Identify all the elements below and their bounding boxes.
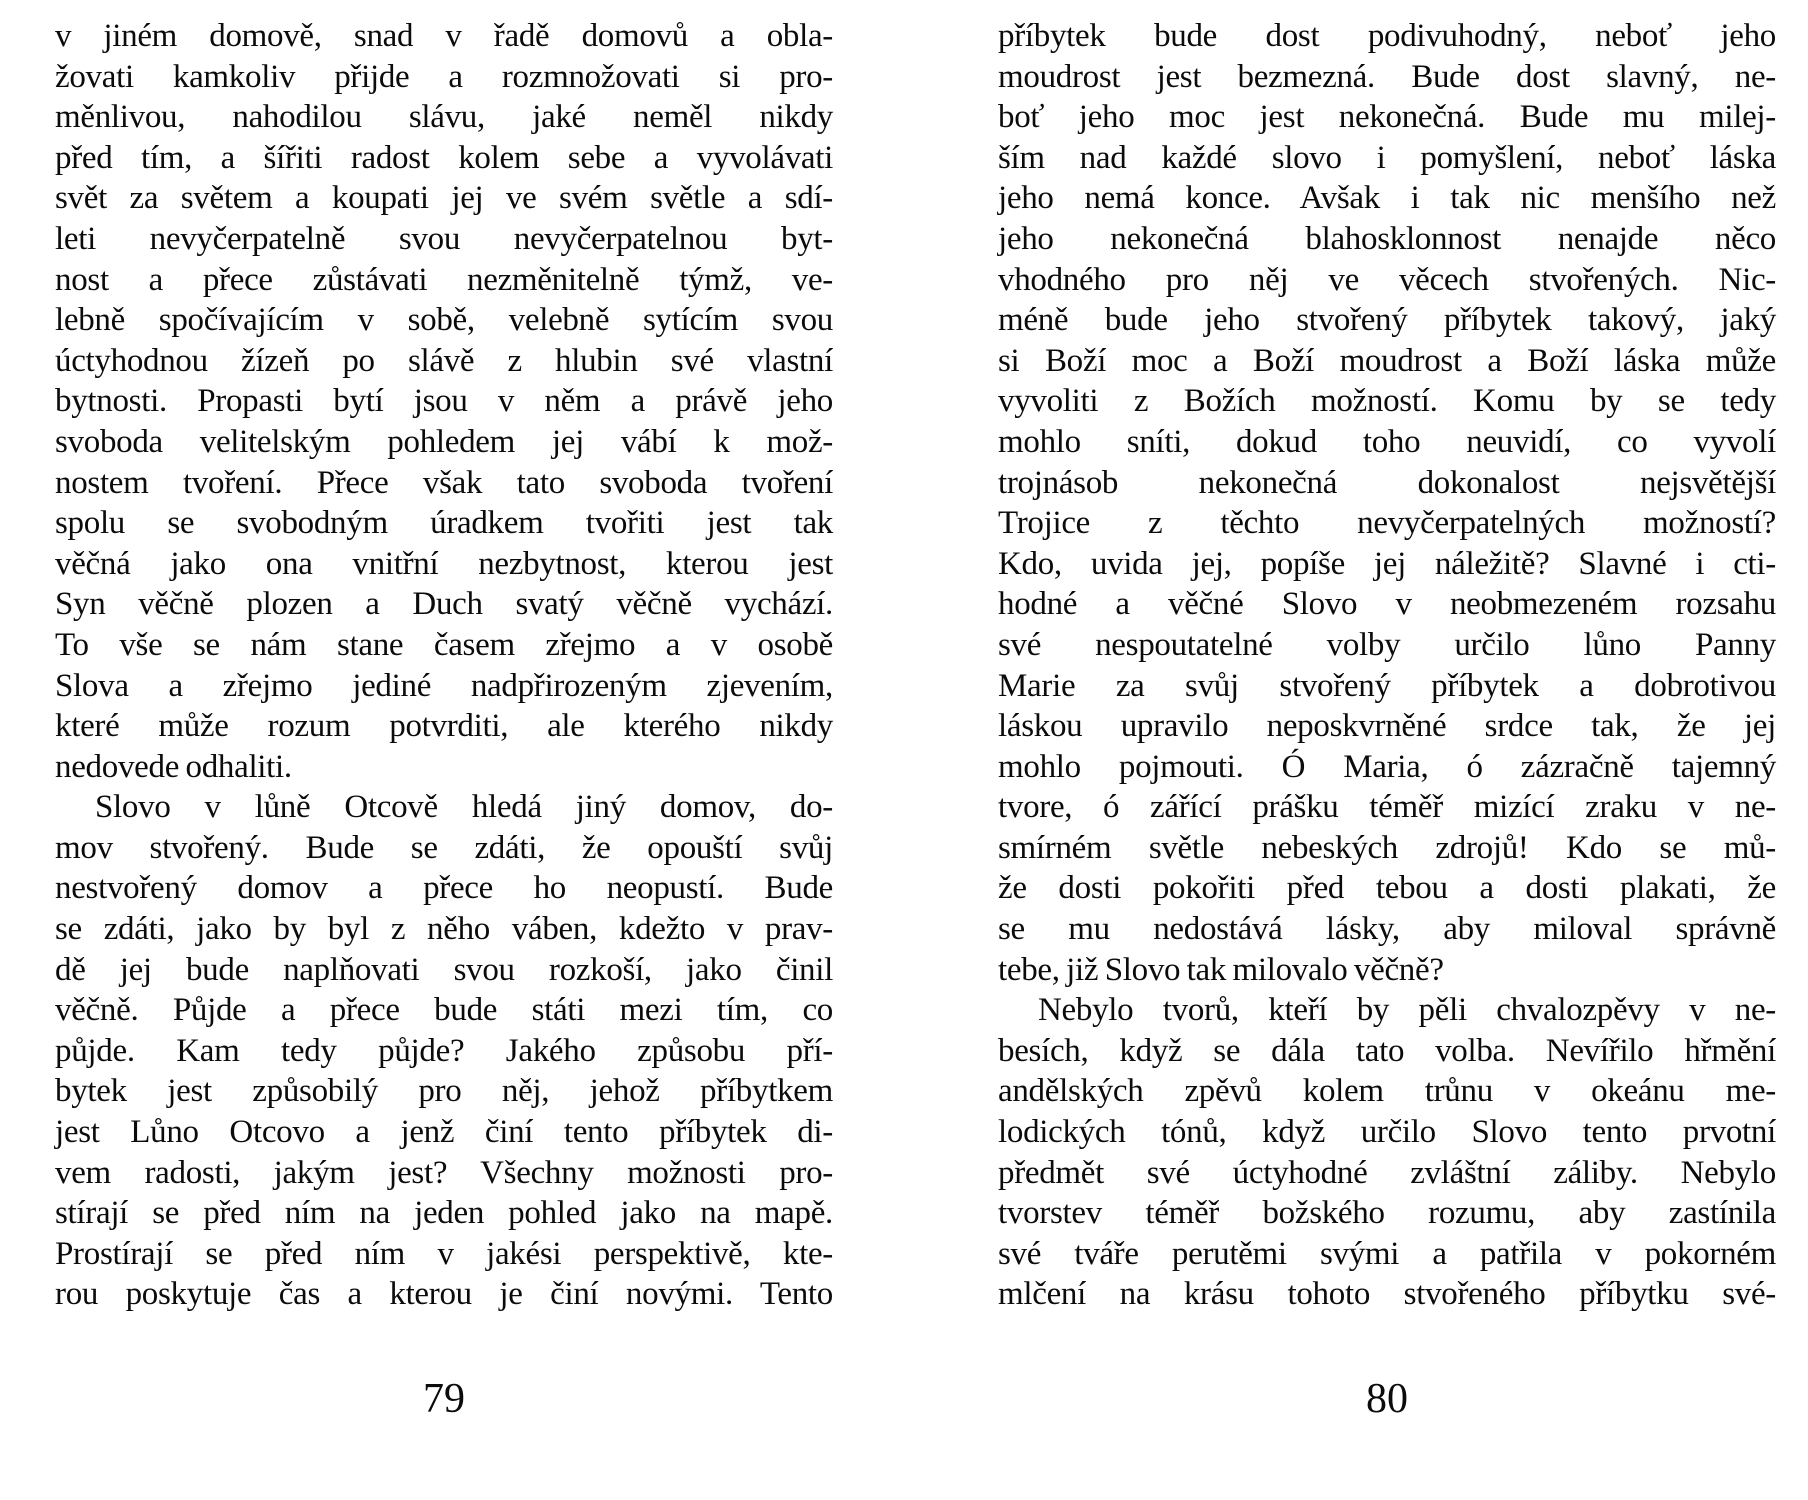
text-line: vyvoliti z Božích možností. Komu by se tedy — [998, 383, 1776, 420]
text-line: bytnosti. Propasti bytí jsou v něm a právě jeho — [55, 383, 833, 420]
text-line: že dosti pokořiti před tebou a dosti plakati, že — [998, 870, 1776, 907]
text-line: boť jeho moc jest nekonečná. Bude mu milej- — [998, 99, 1776, 136]
text-line: bytek jest způsobilý pro něj, jehož příbytkem — [55, 1073, 833, 1110]
text-line: jeho nekonečná blahosklonnost nenajde něco — [998, 220, 1776, 257]
text-line: věčná jako ona vnitřní nezbytnost, kterou jest — [55, 545, 833, 582]
page-right-text — [998, 16, 1776, 1315]
page-left — [55, 0, 833, 1500]
text-line: dě jej bude naplňovati svou rozkoší, jako činil — [55, 951, 833, 988]
text-line: jest Lůno Otcovo a jenž činí tento příbytek di- — [55, 1114, 833, 1151]
text-line: příbytek bude dost podivuhodný, neboť jeho — [998, 18, 1776, 54]
text-line: trojnásob nekonečná dokonalost nejsvětější — [998, 464, 1776, 501]
text-line: Slovo v lůně Otcově hledá jiný domov, do- — [95, 789, 833, 826]
text-line: měnlivou, nahodilou slávu, jaké neměl nikdy — [55, 99, 833, 136]
text-line: mohlo sníti, dokud toho neuvidí, co vyvolí — [998, 423, 1776, 460]
text-line: lebně spočívajícím v sobě, velebně sytícím svou — [55, 302, 833, 339]
text-line: tebe, již Slovo tak milovalo věčně? — [998, 951, 1444, 988]
text-line: nestvořený domov a přece ho neopustí. Bude — [55, 870, 833, 907]
text-line: svoboda velitelským pohledem jej vábí k mož- — [55, 423, 833, 460]
text-line: méně bude jeho stvořený příbytek takový, jaký — [998, 302, 1776, 339]
text-line: besích, když se dála tato volba. Nevířilo hřmění — [998, 1032, 1776, 1069]
text-line: smírném světle nebeských zdrojů! Kdo se mů- — [998, 829, 1776, 866]
page-number-right: 80 — [1366, 1376, 1408, 1422]
page-number-left: 79 — [423, 1376, 465, 1422]
text-line: mohlo pojmouti. Ó Maria, ó zázračně tajemný — [998, 748, 1776, 785]
text-line: ším nad každé slovo i pomyšlení, neboť láska — [998, 139, 1776, 176]
text-line: tvorstev téměř božského rozumu, aby zastínila — [998, 1195, 1776, 1232]
text-line: mlčení na krásu tohoto stvořeného příbytku své- — [998, 1276, 1776, 1313]
text-line: předmět své úctyhodné zvláštní záliby. Nebylo — [998, 1154, 1776, 1191]
text-line: nostem tvoření. Přece však tato svoboda tvoření — [55, 464, 833, 501]
text-line: žovati kamkoliv přijde a rozmnožovati si pro- — [55, 58, 833, 95]
text-line: jeho nemá konce. Avšak i tak nic menšího než — [998, 180, 1776, 217]
text-line: hodné a věčné Slovo v neobmezeném rozsahu — [998, 586, 1776, 623]
text-line: nedovede odhaliti. — [55, 748, 292, 785]
text-line: Kdo, uvida jej, popíše jej náležitě? Slavné i cti- — [998, 545, 1776, 582]
text-line: spolu se svobodným úradkem tvořiti jest tak — [55, 505, 833, 542]
text-line: před tím, a šířiti radost kolem sebe a vyvolávati — [55, 139, 833, 176]
page-left-text — [55, 16, 833, 1315]
page-right — [998, 0, 1776, 1500]
text-line: věčně. Půjde a přece bude státi mezi tím, co — [55, 992, 833, 1029]
text-line: leti nevyčerpatelně svou nevyčerpatelnou byt- — [55, 220, 833, 257]
text-line: andělských zpěvů kolem trůnu v okeánu me- — [998, 1073, 1776, 1110]
text-line: tvore, ó zářící prášku téměř mizící zraku v ne- — [998, 789, 1776, 826]
text-line: láskou upravilo neposkvrněné srdce tak, že jej — [998, 708, 1776, 745]
text-line: Slova a zřejmo jediné nadpřirozeným zjevením, — [55, 667, 833, 704]
text-line: v jiném domově, snad v řadě domovů a obla- — [55, 18, 833, 54]
text-line: vem radosti, jakým jest? Všechny možnosti pro- — [55, 1154, 833, 1191]
text-line: Prostírají se před ním v jakési perspektivě, kte- — [55, 1235, 833, 1272]
text-line: rou poskytuje čas a kterou je činí novými. Tento — [55, 1276, 833, 1313]
text-line: se zdáti, jako by byl z něho váben, kdežto v prav- — [55, 911, 833, 948]
text-line: úctyhodnou žízeň po slávě z hlubin své vlastní — [55, 342, 833, 379]
text-line: Trojice z těchto nevyčerpatelných možností? — [998, 505, 1776, 542]
text-line: Nebylo tvorů, kteří by pěli chvalozpěvy v ne- — [1038, 992, 1776, 1029]
text-line: nost a přece zůstávati nezměnitelně týmž, ve- — [55, 261, 833, 298]
text-line: svět za světem a koupati jej ve svém světle a sdí- — [55, 180, 833, 217]
text-line: si Boží moc a Boží moudrost a Boží láska může — [998, 342, 1776, 379]
text-line: půjde. Kam tedy půjde? Jakého způsobu pří- — [55, 1032, 833, 1069]
text-line: To vše se nám stane časem zřejmo a v osobě — [55, 626, 833, 663]
text-line: mov stvořený. Bude se zdáti, že opouští svůj — [55, 829, 833, 866]
text-line: stírají se před ním na jeden pohled jako na mapě. — [55, 1195, 833, 1232]
text-line: Marie za svůj stvořený příbytek a dobrotivou — [998, 667, 1776, 704]
text-line: své tváře perutěmi svými a patřila v pokorném — [998, 1235, 1776, 1272]
text-line: moudrost jest bezmezná. Bude dost slavný, ne- — [998, 58, 1776, 95]
text-line: se mu nedostává lásky, aby miloval správně — [998, 911, 1776, 948]
text-line: lodických tónů, když určilo Slovo tento prvotní — [998, 1114, 1776, 1151]
text-line: vhodného pro něj ve věcech stvořených. Nic- — [998, 261, 1776, 298]
text-line: své nespoutatelné volby určilo lůno Panny — [998, 626, 1776, 663]
text-line: které může rozum potvrditi, ale kterého nikdy — [55, 708, 833, 745]
text-line: Syn věčně plozen a Duch svatý věčně vychází. — [55, 586, 833, 623]
